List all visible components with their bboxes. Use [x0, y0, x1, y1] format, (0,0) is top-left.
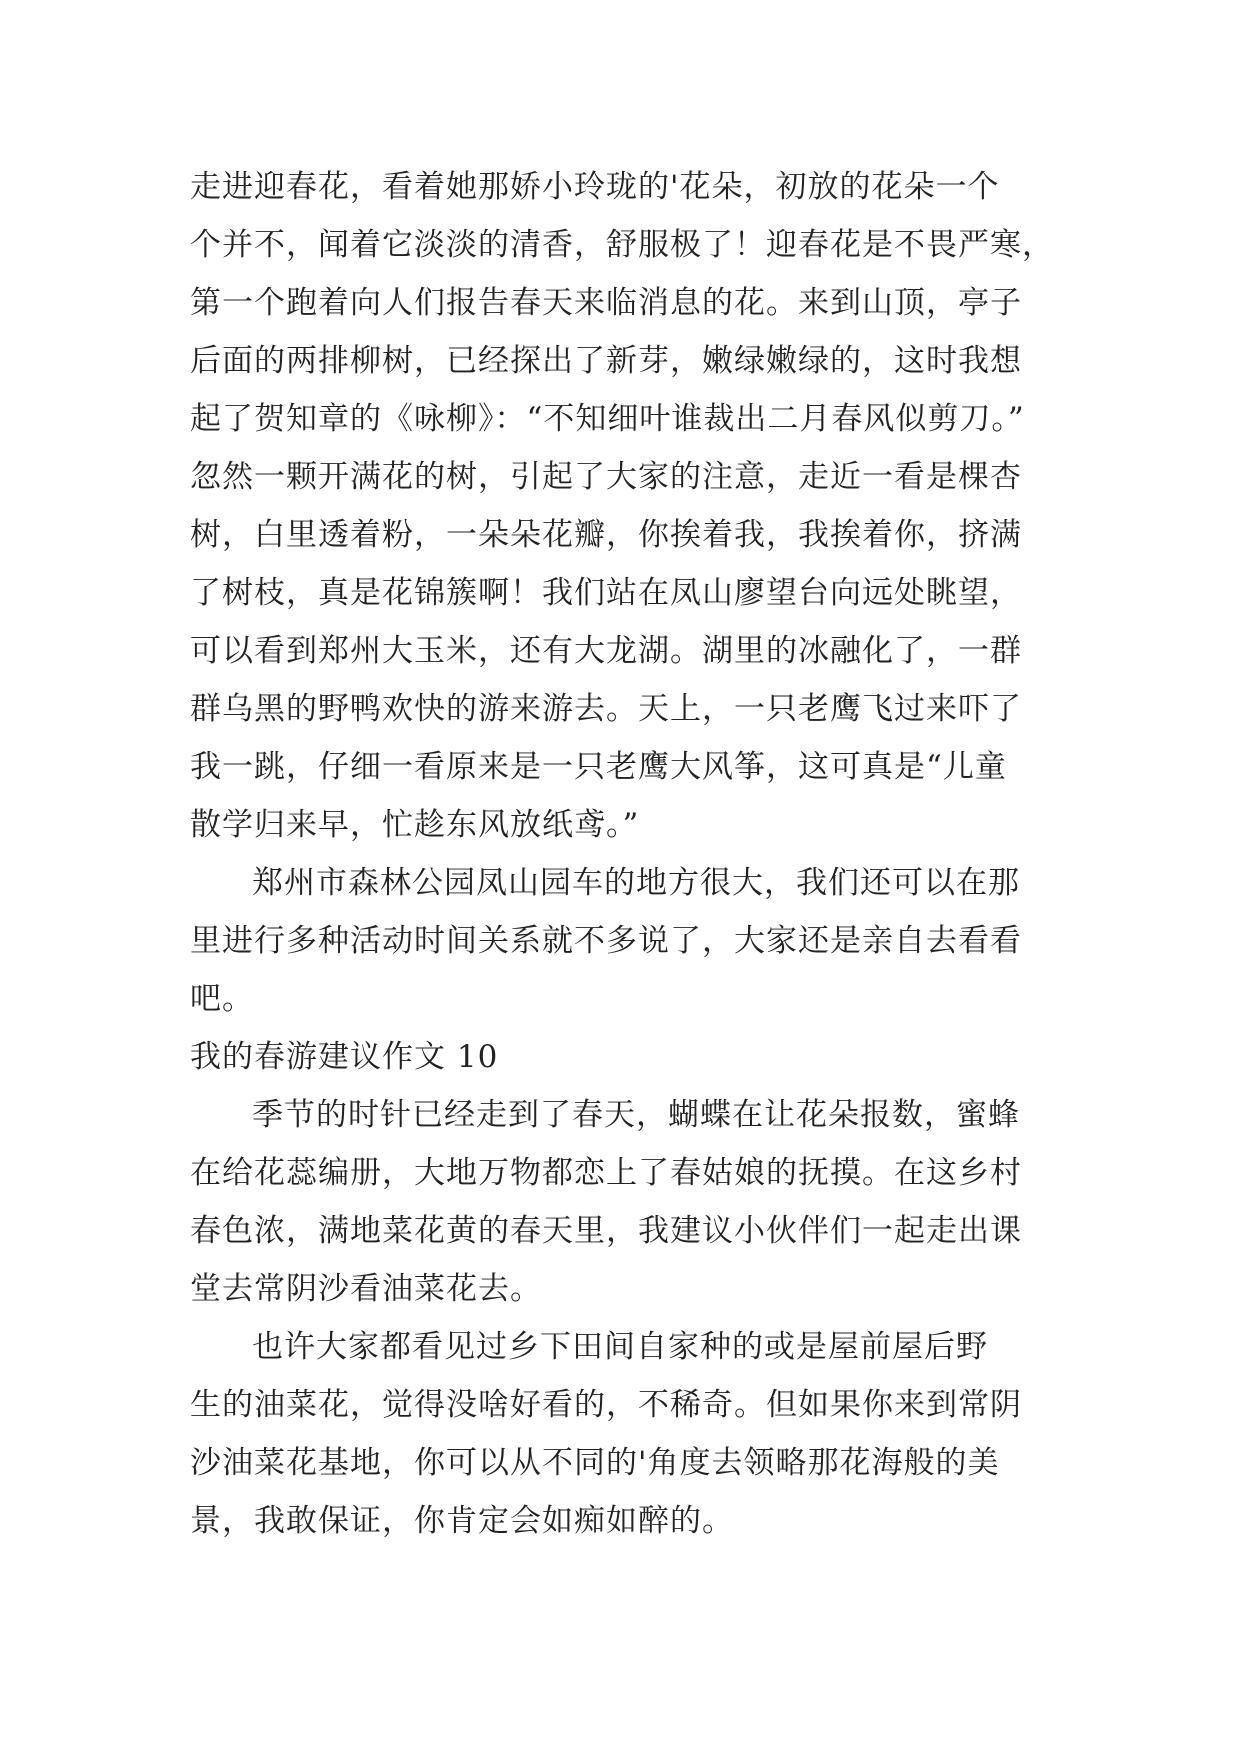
text-line: 树，白里透着粉，一朵朵花瓣，你挨着我，我挨着你，挤满	[190, 517, 1022, 553]
document-body	[190, 158, 1060, 1550]
section-heading: 我的春游建议作文 10	[190, 1039, 499, 1075]
text-line: 景，我敢保证，你肯定会如痴如醉的。	[190, 1503, 734, 1539]
text-line: 群乌黑的野鸭欢快的游来游去。天上，一只老鹰飞过来吓了	[190, 691, 1022, 727]
text-line: 季节的时针已经走到了春天，蝴蝶在让花朵报数，蜜蜂	[252, 1097, 1020, 1133]
text-line: 沙油菜花基地，你可以从不同的'角度去领略那花海般的美	[190, 1445, 1000, 1481]
paragraph-2	[190, 854, 1060, 1028]
paragraph-1	[190, 158, 1060, 854]
text-line: 春色浓，满地菜花黄的春天里，我建议小伙伴们一起走出课	[190, 1213, 1022, 1249]
text-line: 在给花蕊编册，大地万物都恋上了春姑娘的抚摸。在这乡村	[190, 1155, 1022, 1191]
text-line: 个并不，闻着它淡淡的清香，舒服极了！迎春花是不畏严寒，	[190, 227, 1054, 263]
text-line: 也许大家都看见过乡下田间自家种的或是屋前屋后野	[252, 1329, 988, 1365]
text-line: 后面的两排柳树，已经探出了新芽，嫩绿嫩绿的，这时我想	[190, 343, 1022, 379]
text-line: 吧。	[190, 981, 254, 1017]
text-line: 了树枝，真是花锦簇啊！我们站在凤山廖望台向远处眺望，	[190, 575, 1022, 611]
text-line: 郑州市森林公园凤山园车的地方很大，我们还可以在那	[252, 865, 1020, 901]
paragraph-3	[190, 1086, 1060, 1318]
text-line: 里进行多种活动时间关系就不多说了，大家还是亲自去看看	[190, 923, 1022, 959]
text-line: 堂去常阴沙看油菜花去。	[190, 1271, 542, 1307]
text-line: 生的油菜花，觉得没啥好看的，不稀奇。但如果你来到常阴	[190, 1387, 1022, 1423]
paragraph-4	[190, 1318, 1060, 1550]
text-line: 可以看到郑州大玉米，还有大龙湖。湖里的冰融化了，一群	[190, 633, 1022, 669]
text-line: 走进迎春花，看着她那娇小玲珑的'花朵，初放的花朵一个	[190, 169, 1000, 205]
text-line: 散学归来早，忙趁东风放纸鸢。”	[190, 807, 640, 843]
text-line: 起了贺知章的《咏柳》：“不知细叶谁裁出二月春风似剪刀。”	[190, 401, 1025, 437]
text-line: 忽然一颗开满花的树，引起了大家的注意，走近一看是棵杏	[190, 459, 1022, 495]
text-line: 我一跳，仔细一看原来是一只老鹰大风筝，这可真是“儿童	[190, 749, 1007, 785]
text-line: 第一个跑着向人们报告春天来临消息的花。来到山顶，亭子	[190, 285, 1022, 321]
